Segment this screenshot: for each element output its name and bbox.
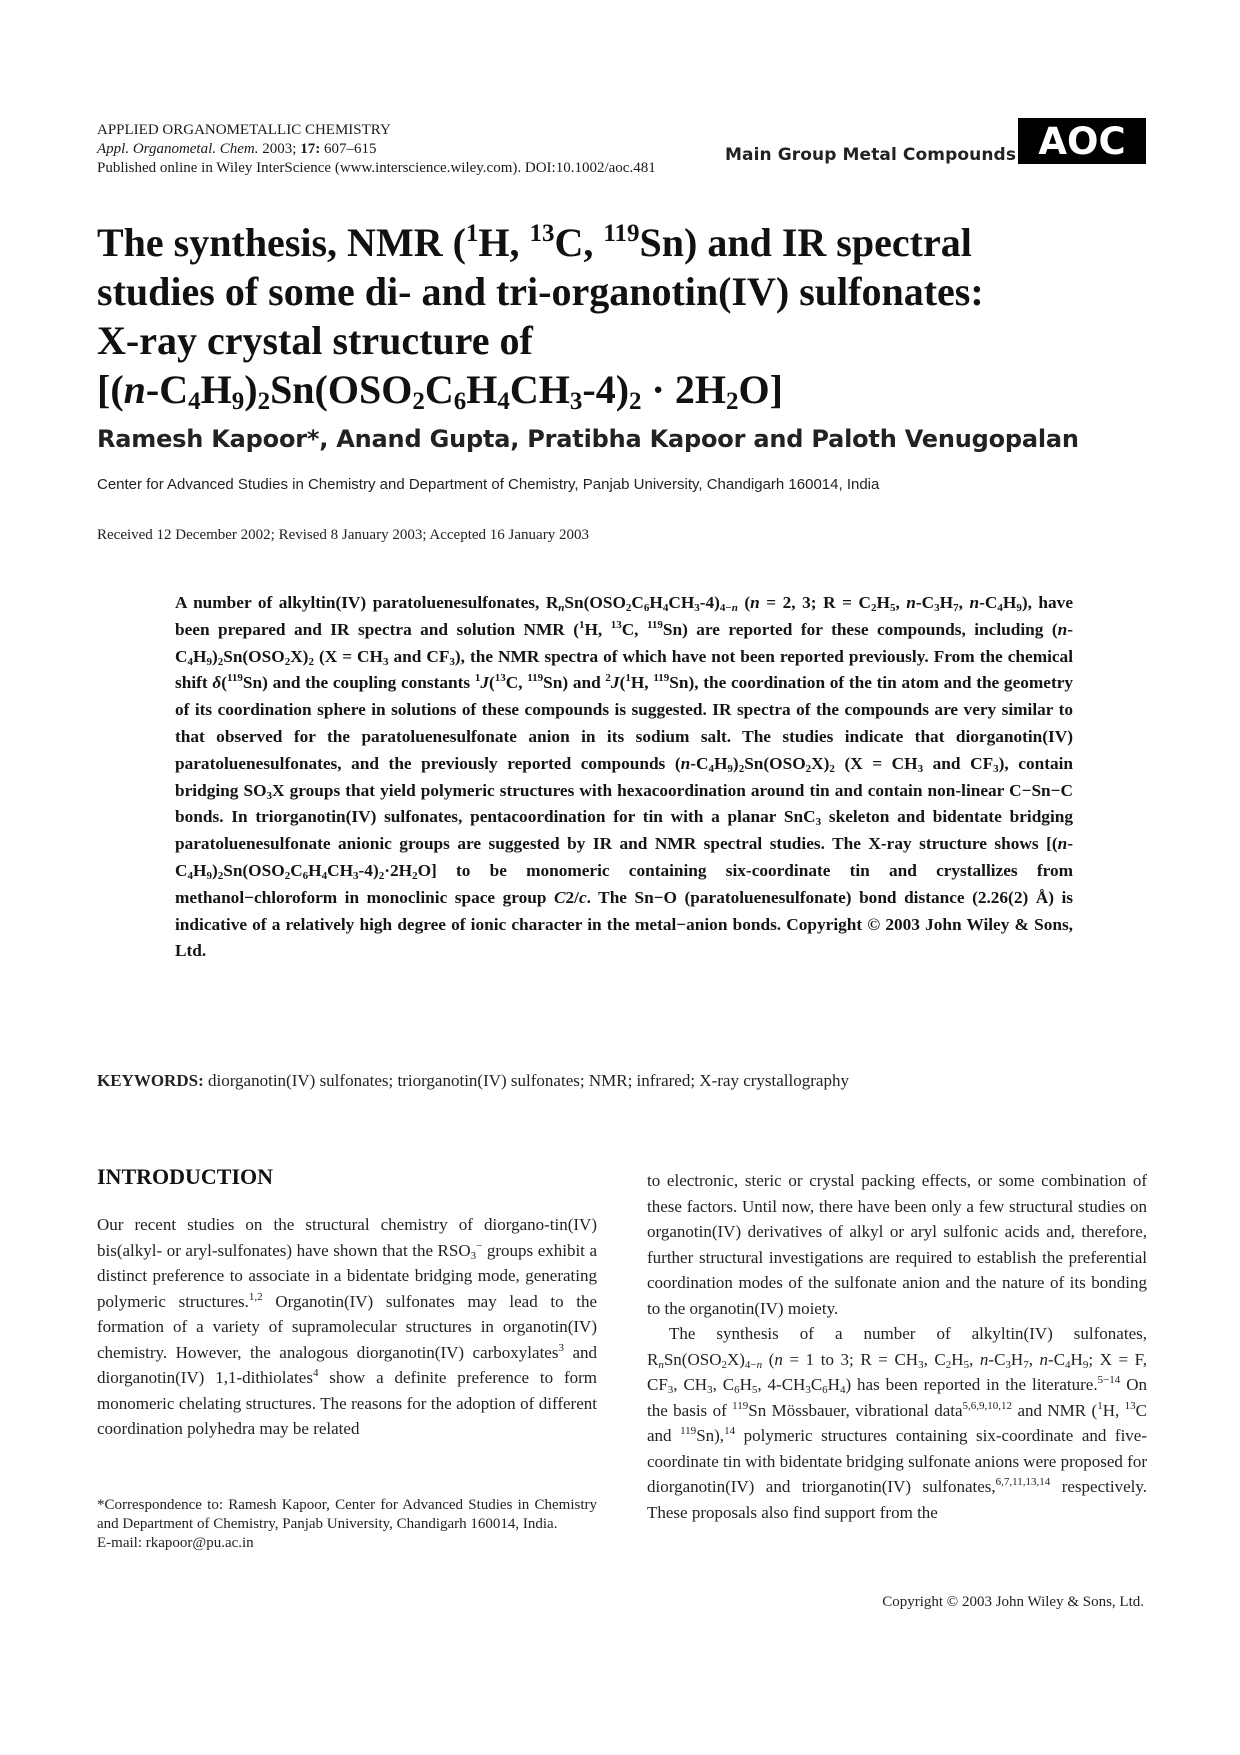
title-line-1: The synthesis, NMR ($^1$H, $^{13}$C, $^{119}$Sn) and IR spectral [97, 220, 972, 265]
intro-left-column [97, 1212, 597, 1442]
title-formula: $[(n-C_4H_9)_2Sn(OSO_2C_6H_4CH_3-4)_2 \cdot 2H_2O]$ [97, 367, 783, 415]
abstract: A number of alkyltin(IV) paratoluenesulfonates, $R_nSn(OSO_2C_6H_4CH_3-4)_{4-n}$ (n = 2, 3; $R = C_2H_5$, $n-C_3H_7$, $n-C_4H_9$), have been prepared and IR spectra and solution NMR ($^1$H, $^{13}$C, $^{119}$Sn) are reported for these compounds, including $(n-C_4H_9)_2Sn(OSO_2X)_2$ ($X = CH_3$ and $CF_3$), the NMR spectra of which have not been reported previously. From the chemical shift δ($^{119}$Sn) and the coupling constants $^1$J($^{13}$C, $^{119}$Sn) and $^2$J($^1$H, $^{119}$Sn), the coordination of the tin atom and the geometry of its coordination sphere in solutions of these compounds is suggested. IR spectra of the compounds are very similar to that observed for the paratoluenesulfonate anion in its sodium salt. The studies indicate that diorganotin(IV) paratoluenesulfonates, and the previously reported compounds $(n-C_4H_9)_2Sn(OSO_2X)_2$ ($X = CH_3$ and $CF_3$), contain bridging $SO_3X$ groups that yield polymeric structures with hexacoordination around tin and contain non-linear C−Sn−C bonds. In triorganotin(IV) sulfonates, pentacoordination for tin with a planar SnC$_3$ skeleton and bidentate bridging paratoluenesulfonate anionic groups are suggested by IR and NMR spectral studies. The X-ray structure shows $[(n-C_4H_9)_2Sn(OSO_2C_6H_4CH_3-4)_2\cdot 2H_2O]$ to be monomeric containing six-coordinate tin and crystallizes from methanol−chloroform in monoclinic space group C2/c. The Sn−O (paratoluenesulfonate) bond distance (2.26(2) Å) is indicative of a relatively high degree of ionic character in the metal−anion bonds. Copyright © 2003 John Wiley & Sons, Ltd. [175, 593, 1074, 961]
footnote-text: *Correspondence to: Ramesh Kapoor, Center for Advanced Studies in Chemistry and Department of Chemistry, Panjab University, Chandigarh 160014, India. [97, 1497, 597, 1532]
citation-journal: Appl. Organometal. Chem. [97, 141, 259, 157]
keywords [97, 1071, 849, 1091]
correspondence-footnote [97, 1496, 597, 1553]
intro-paragraph-1: Our recent studies on the structural chemistry of diorgano-tin(IV) bis(alkyl- or aryl-sulfonates) have shown that the $RSO_3^-$ groups exhibit a distinct preference to associate in a bidentate bridging mode, generating polymeric structures.$^{1,2}$ Organotin(IV) sulfonates may lead to the formation of a variety of supramolecular structures in organotin(IV) chemistry. However, the analogous diorganotin(IV) carboxylates$^3$ and diorganotin(IV) 1,1-dithiolates$^4$ show a definite preference to form monomeric chelating structures. The reasons for the adoption of different coordination polyhedra may be related [97, 1215, 597, 1438]
title-line-3: X-ray crystal structure of [97, 318, 533, 363]
intro-heading: INTRODUCTION [97, 1164, 274, 1189]
citation-year: 2003; [262, 141, 297, 157]
intro-paragraph-3: The synthesis of a number of alkyltin(IV) sulfonates, $R_nSn(OSO_2X)_{4-n}$ (n = 1 to 3; $R = CH_3$, $C_2H_5$, $n-C_3H_7$, $n-C_4H_9$; X = F, $CF_3$, $CH_3$, $C_6H_5$, $4-CH_3C_6H_4$) has been reported in the literature.$^{5-14}$ On the basis of $^{119}$Sn Mössbauer, vibrational data$^{5,6,9,10,12}$ and NMR ($^1$H, $^{13}$C and $^{119}$Sn),$^{14}$ polymeric structures containing six-coordinate and five-coordinate tin with bidentate bridging sulfonate anions were proposed for diorganotin(IV) and triorganotin(IV) sulfonates,$^{6,7,11,13,14}$ respectively. These proposals also find support from the [647, 1324, 1148, 1522]
page-copyright: Copyright © 2003 John Wiley & Sons, Ltd. [882, 1594, 1144, 1610]
affiliation: Center for Advanced Studies in Chemistry and Department of Chemistry, Panjab University, Chandigarh 160014, India [97, 476, 880, 493]
citation-pages: 607–615 [323, 141, 377, 157]
article-dates: Received 12 December 2002; Revised 8 January 2003; Accepted 16 January 2003 [97, 527, 589, 543]
keywords-text: diorganotin(IV) sulfonates; triorganotin(IV) sulfonates; NMR; infrared; X-ray crystallography [207, 1071, 849, 1090]
intro-paragraph-2: to electronic, steric or crystal packing effects, or some combination of these factors. Until now, there have been only a few structural studies on organotin(IV) derivatives of alkyl or aryl sulfonic acids and, therefore, further structural investigations are required to establish the preferential coordination modes of the sulfonate anion and the nature of its bonding to the organotin(IV) moiety. [647, 1171, 1147, 1318]
journal-logo: AOC [1018, 118, 1146, 164]
journal-name: APPLIED ORGANOMETALLIC CHEMISTRY [97, 122, 391, 138]
authors: Ramesh Kapoor*, Anand Gupta, Pratibha Kapoor and Paloth Venugopalan [97, 425, 1079, 453]
section-label: Main Group Metal Compounds [725, 145, 1017, 165]
title-line-2: studies of some di- and tri-organotin(IV) sulfonates: [97, 269, 984, 314]
citation-volume: 17: [300, 141, 321, 157]
published-online: Published online in Wiley InterScience (www.interscience.wiley.com). DOI:10.1002/aoc.481 [97, 160, 656, 176]
keywords-label: KEYWORDS: [97, 1071, 204, 1090]
article-title [97, 218, 1157, 414]
intro-right-column [647, 1168, 1147, 1525]
footnote-email: E-mail: rkapoor@pu.ac.in [97, 1535, 254, 1551]
